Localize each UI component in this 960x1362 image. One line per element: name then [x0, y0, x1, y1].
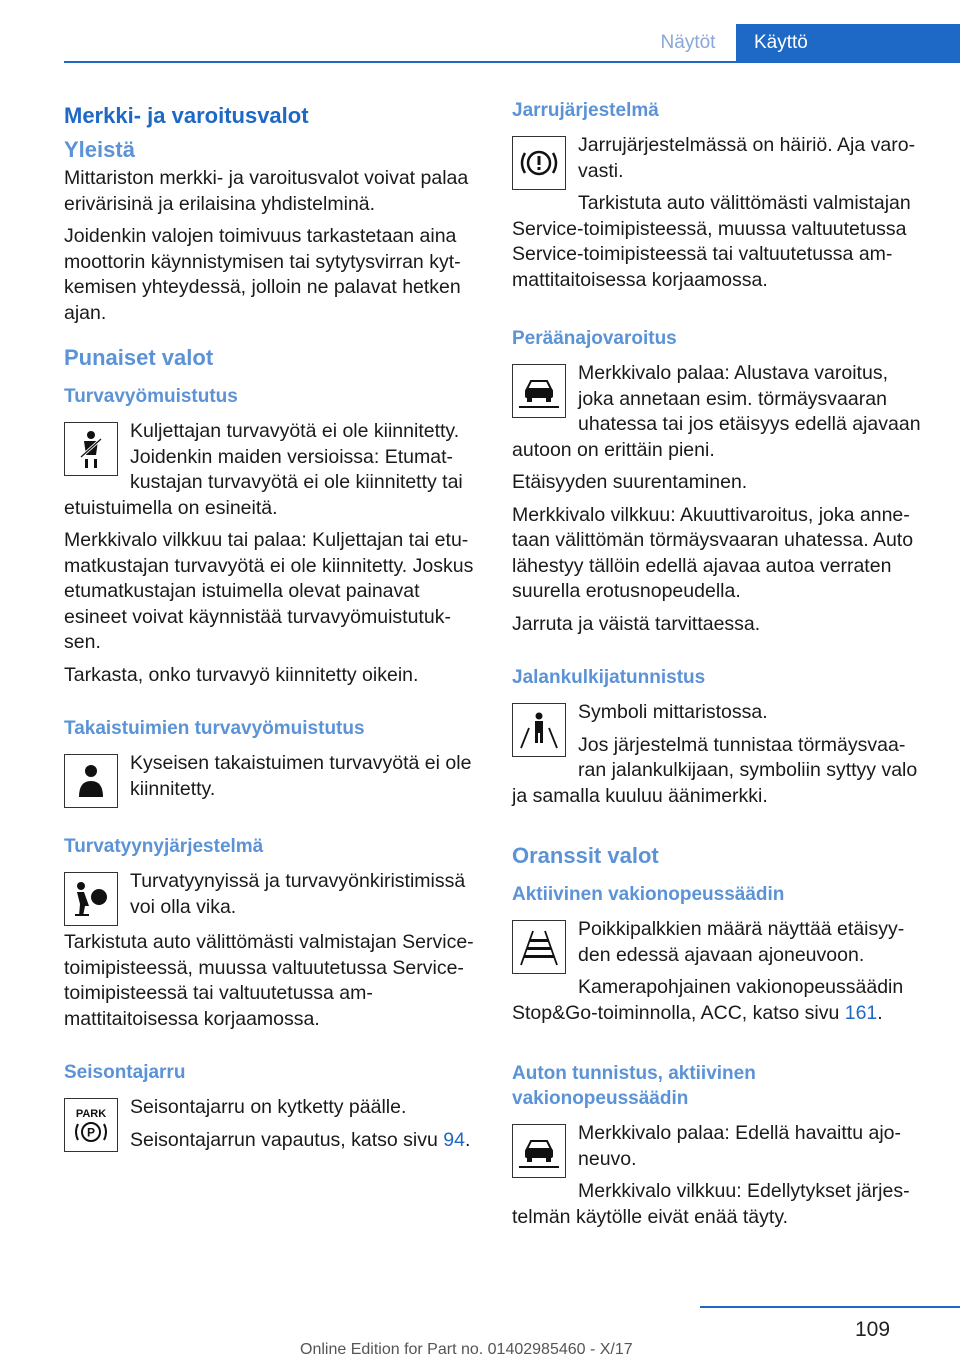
- heading-yleista: Yleistä: [64, 137, 135, 162]
- paragraph: Merkkivalo vilkkuu: Akuuttivaroitus, joka annetaan välittömän törmäysvaaran uhatessa. Auto lähestyy tällöin edellä ajavaa autoa verraten suurella erotusnopeudella.: [512, 503, 914, 602]
- heading-peraanajovaroitus: Peräänajovaroitus: [512, 328, 677, 349]
- heading-aktiivinen-vakionopeussaadin: Aktiivinen vakionopeussäädin: [512, 884, 785, 905]
- footer-edition: Online Edition for Part no. 01402985460 - X/17: [300, 1341, 633, 1358]
- paragraph: Merkkivalo vilkkuu: Edellytykset järjestelmän käytölle eivät enää täyty.: [512, 1180, 910, 1228]
- paragraph: Seisontajarru on kytketty päälle.: [130, 1096, 407, 1118]
- heading-turvatyyny: Turvatyynyjärjestelmä: [64, 836, 264, 857]
- paragraph: Jarrujärjestelmässä on häiriö. Aja varovasti.: [578, 134, 916, 182]
- section-title: Merkki- ja varoitusvalot: [64, 103, 309, 128]
- paragraph: Kuljettajan turvavyötä ei ole kiinnitetty. Joidenkin maiden versioissa: Etumatkustajan turvavyötä ei ole kiinnitetty tai etuistuimella on esineitä.: [64, 420, 463, 519]
- paragraph: Mittariston merkki- ja varoitusvalot voivat palaa erivärisinä ja erilaisina yhdistelminä.: [64, 167, 469, 215]
- airbag-icon: [64, 872, 118, 926]
- rear-seatbelt-icon: [64, 754, 118, 808]
- right-column: [512, 98, 926, 1237]
- paragraph: Tarkistuta auto välittömästi valmistajan Service-toimipisteessä, muussa valtuutetussa Service-toimipisteessä tai valtuutetussa ammattitaitoisessa korjaamossa.: [64, 931, 474, 1030]
- page-link-94[interactable]: 94: [443, 1128, 465, 1151]
- svg-text:P: P: [86, 1125, 96, 1140]
- heading-seisontajarru: Seisontajarru: [64, 1062, 186, 1083]
- paragraph: Merkkivalo palaa: Edellä havaittu ajoneuvo.: [578, 1122, 902, 1170]
- paragraph: Tarkasta, onko turvavyö kiinnitetty oikein.: [64, 663, 419, 686]
- heading-jalankulkijatunnistus: Jalankulkijatunnistus: [512, 667, 706, 688]
- heading-jarrujarjestelma: Jarrujärjestelmä: [512, 100, 659, 121]
- seatbelt-icon: [64, 422, 118, 476]
- distance-bars-icon: [512, 920, 566, 974]
- header-rule: [64, 61, 960, 63]
- paragraph: Seisontajarrun vapautus, katso sivu 94.: [130, 1128, 471, 1151]
- paragraph: Turvatyynyissä ja turvavyönkiristimissä voi olla vika.: [130, 870, 466, 918]
- footer-rule: [700, 1306, 960, 1308]
- paragraph: Kamerapohjainen vakionopeussäädin Stop&Go-toiminnolla, ACC, katso sivu 161.: [512, 976, 904, 1024]
- heading-turvavyomuistutus: Turvavyömuistutus: [64, 386, 238, 407]
- header-bar: [0, 24, 960, 62]
- collision-warning-icon: [512, 364, 566, 418]
- heading-oranssit-valot: Oranssit valot: [512, 843, 659, 868]
- left-column: [64, 98, 478, 1160]
- brake-warning-icon: [512, 136, 566, 190]
- paragraph: Tarkistuta auto välittömästi valmistajan Service-toimipisteessä, muussa valtuutetussa Service-toimipisteessä tai valtuutetussa ammattitaitoisessa korjaamossa.: [512, 192, 911, 291]
- header-tab-naytot[interactable]: Näytöt: [660, 32, 716, 53]
- paragraph: Merkkivalo palaa: Alustava varoitus, joka annetaan esim. törmäysvaaran uhatessa tai jos etäisyys edellä ajavaan autoon on erittäin pieni.: [512, 362, 921, 461]
- page-link-161[interactable]: 161: [844, 1001, 878, 1024]
- paragraph: Merkkivalo vilkkuu tai palaa: Kuljettajan tai etumatkustajan turvavyötä ei ole kiinnitetty. Joskus etumatkustajan istuimella olevat painavat esineet voivat käynnistää turvavyömuistutuksen.: [64, 529, 474, 653]
- parking-brake-icon: [64, 1098, 118, 1152]
- vehicle-detected-icon: [512, 1124, 566, 1178]
- pedestrian-icon: [512, 703, 566, 757]
- heading-takaistuimien: Takaistuimien turvavyömuistutus: [64, 718, 365, 739]
- page-number: 109: [855, 1318, 891, 1341]
- paragraph: Jarruta ja väistä tarvittaessa.: [512, 612, 761, 635]
- paragraph: Kyseisen takaistuimen turvavyötä ei ole kiinnitetty.: [130, 752, 472, 800]
- paragraph: Symboli mittaristossa.: [578, 701, 768, 723]
- svg-text:PARK: PARK: [75, 1108, 107, 1120]
- heading-punaiset-valot: Punaiset valot: [64, 345, 214, 370]
- paragraph: Poikkipalkkien määrä näyttää etäisyyden edessä ajavaan ajoneuvoon.: [578, 918, 905, 966]
- paragraph: Etäisyyden suurentaminen.: [512, 471, 748, 493]
- header-tab-kaytto[interactable]: Käyttö: [736, 24, 960, 63]
- paragraph: Joidenkin valojen toimivuus tarkastetaan aina moottorin käynnistymisen tai sytytysvirran kytkemisen yhteydessä, jolloin ne palavat hetken ajan.: [64, 225, 461, 324]
- paragraph: Jos järjestelmä tunnistaa törmäysvaaran jalankulkijaan, symboliin syttyy valo ja samalla kuuluu äänimerkki.: [512, 733, 918, 807]
- heading-auton-tunnistus: Auton tunnistus, aktiivinen vakionopeussäädin: [512, 1063, 756, 1109]
